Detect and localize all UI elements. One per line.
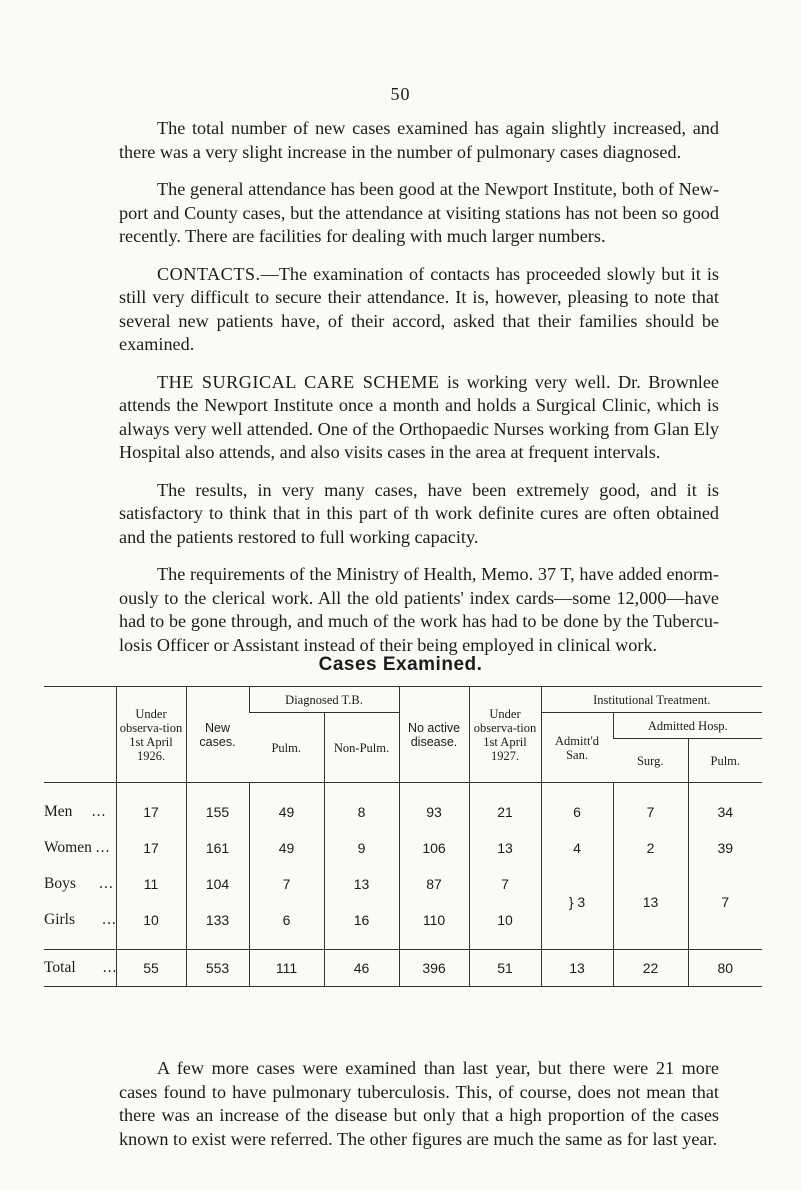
cell-boys-new: 104 [186, 873, 249, 895]
cell-children-pulm-hosp: 7 [688, 873, 762, 931]
table-row-total [44, 950, 762, 987]
cell-total-no-active: 396 [399, 950, 469, 987]
header-pulm-hosp: Pulm. [688, 739, 762, 783]
cell-total-non-pulm: 46 [324, 950, 399, 987]
cell-men-pulm-hosp: 34 [688, 801, 762, 823]
header-surg: Surg. [613, 739, 688, 783]
cell-girls-new: 133 [186, 909, 249, 931]
cell-girls-under-1927: 10 [469, 909, 541, 931]
surgical-care-heading: THE SURGICAL CARE SCHEME [157, 371, 440, 392]
cell-women-new: 161 [186, 837, 249, 859]
cell-men-new: 155 [186, 801, 249, 823]
header-institutional: Institutional Treatment. [541, 687, 762, 713]
cell-boys-no-active: 87 [399, 873, 469, 895]
header-admitted-hosp: Admitted Hosp. [613, 713, 762, 739]
cell-total-pulm-hosp: 80 [688, 950, 762, 987]
cell-boys-under-1927: 7 [469, 873, 541, 895]
cell-total-under-1927: 51 [469, 950, 541, 987]
cell-total-surg: 22 [613, 950, 688, 987]
header-under-1927: Under observa-tion 1st April 1927. [469, 687, 541, 783]
cell-women-under-1927: 13 [469, 837, 541, 859]
closing-text [119, 1057, 719, 1165]
table-row [44, 873, 762, 895]
cell-girls-pulm: 6 [249, 909, 324, 931]
surgical-care-text: is working very well. Dr. Brownlee attends the Newport Institute once a month and holds a Surgical Clinic, which is always very well attended. One of the Orthopaedic Nurses working from Glan Ely Hospital also attends, and also visits cases in the area at frequent intervals. [119, 371, 719, 462]
cell-men-pulm: 49 [249, 801, 324, 823]
header-no-active: No active disease. [399, 687, 469, 783]
cell-children-san: } 3 [541, 873, 613, 931]
paragraph-attendance: The general attendance has been good at the Newport Institute, both of New-port and County cases, but the attendance at visiting stations has not been so good recently. There are facilities for dealing with much larger numbers. [119, 179, 719, 246]
header-new-cases: New cases. [186, 687, 249, 783]
cell-total-under-1926: 55 [116, 950, 186, 987]
cell-children-surg: 13 [613, 873, 688, 931]
table-title: Cases Examined. [318, 654, 483, 675]
header-diagnosed: Diagnosed T.B. [249, 687, 399, 713]
page-number: 50 [390, 84, 411, 104]
cell-boys-under-1926: 11 [116, 873, 186, 895]
leader-dots: ... [102, 959, 118, 976]
cell-men-san: 6 [541, 801, 613, 823]
cell-women-non-pulm: 9 [324, 837, 399, 859]
leader-dots: ... [95, 839, 111, 856]
paragraph-contacts [119, 263, 719, 357]
cell-women-under-1926: 17 [116, 837, 186, 859]
cell-women-no-active: 106 [399, 837, 469, 859]
contacts-heading: CONTACTS. [157, 263, 261, 284]
cell-women-pulm: 49 [249, 837, 324, 859]
paragraph-summary: A few more cases were examined than last year, but there were 21 more cases found to have pulmonary tuberculosis. This, of course, does not mean that there was an increase of the disease but only that a high proportion of the cases known to exist were referred. The other figures are much the same as for last year. [119, 1058, 719, 1149]
cell-total-new: 553 [186, 950, 249, 987]
cell-men-non-pulm: 8 [324, 801, 399, 823]
paragraph-new-cases: The total number of new cases examined has again slightly increased, and there was a very slight increase in the number of pulmonary cases diagnosed. [119, 118, 719, 162]
leader-dots: ... [99, 875, 114, 892]
header-non-pulm: Non-Pulm. [324, 713, 399, 783]
leader-dots: ... [102, 911, 117, 928]
cell-men-surg: 7 [613, 801, 688, 823]
cell-girls-no-active: 110 [399, 909, 469, 931]
cell-girls-non-pulm: 16 [324, 909, 399, 931]
header-pulm: Pulm. [249, 713, 324, 783]
cell-men-under-1926: 17 [116, 801, 186, 823]
cell-boys-non-pulm: 13 [324, 873, 399, 895]
row-label-women: Women [44, 839, 92, 856]
corner-header [44, 687, 116, 783]
cell-women-san: 4 [541, 837, 613, 859]
row-label-boys: Boys [44, 875, 76, 892]
row-label-girls: Girls [44, 911, 75, 928]
leader-dots: ... [91, 803, 107, 820]
paragraph-requirements: The requirements of the Ministry of Health, Memo. 37 T, have added enorm-ously to the clerical work. All the old patients' index cards—some 12,000—have had to be gone through, and much of the work has had to be done by the Tubercu-losis Officer or Assistant instead of their being employed in clinical work. [119, 564, 719, 655]
row-label-total: Total [44, 959, 76, 976]
cell-total-pulm: 111 [249, 950, 324, 987]
cell-men-no-active: 93 [399, 801, 469, 823]
cell-girls-under-1926: 10 [116, 909, 186, 931]
cell-boys-pulm: 7 [249, 873, 324, 895]
cell-total-san: 13 [541, 950, 613, 987]
header-admitted-san: Admitt'd San. [541, 713, 613, 783]
intro-text [119, 117, 719, 671]
cell-women-pulm-hosp: 39 [688, 837, 762, 859]
cell-women-surg: 2 [613, 837, 688, 859]
row-label-men: Men [44, 803, 73, 820]
cases-examined-table [44, 686, 762, 987]
header-under-1926: Under observa-tion 1st April 1926. [116, 687, 186, 783]
table-row [44, 801, 762, 823]
contacts-text: —The examination of contacts has proceeded slowly but it is still very difficult to secure their attendance. It is, however, pleasing to note that several new patients have, of their accord, asked that their families should be examined. [119, 263, 719, 354]
table-row [44, 837, 762, 859]
paragraph-results: The results, in very many cases, have been extremely good, and it is satisfactory to think that in this part of th work definite cures are often obtained and the patients restored to full working capacity. [119, 479, 719, 547]
cell-men-under-1927: 21 [469, 801, 541, 823]
paragraph-surgical-care [119, 371, 719, 465]
